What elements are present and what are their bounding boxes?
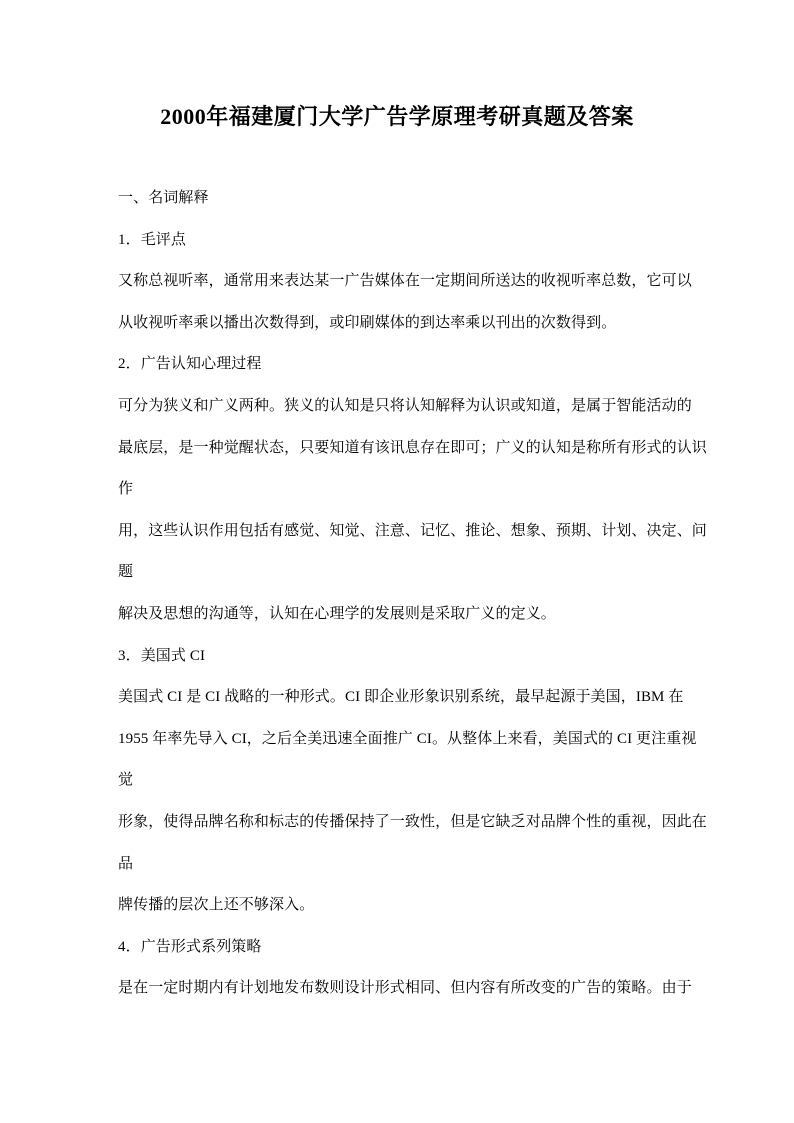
text-line: 品 bbox=[118, 855, 134, 872]
text-line: 2．广告认知心理过程 bbox=[118, 356, 262, 373]
text-line: 3．美国式 CI bbox=[118, 647, 206, 664]
text-line: 又称总视听率，通常用来表达某一广告媒体在一定期间所送达的收视听率总数，它可以 bbox=[118, 273, 692, 290]
text-line: 是在一定时期内有计划地发布数则设计形式相同、但内容有所改变的广告的策略。由于 bbox=[118, 980, 692, 997]
text-line: 从收视听率乘以播出次数得到，或印刷媒体的到达率乘以刊出的次数得到。 bbox=[118, 314, 617, 331]
text-line: 牌传播的层次上还不够深入。 bbox=[118, 897, 315, 914]
text-line: 形象，使得品牌名称和标志的传播保持了一致性，但是它缺乏对品牌个性的重视，因此在 bbox=[118, 813, 707, 830]
text-line: 作 bbox=[118, 481, 134, 498]
text-line: 觉 bbox=[118, 772, 134, 789]
text-line: 1．毛评点 bbox=[118, 231, 187, 248]
text-line: 最底层，是一种觉醒状态，只要知道有该讯息存在即可；广义的认知是称所有形式的认识 bbox=[118, 439, 707, 456]
text-line: 4．广告形式系列策略 bbox=[118, 938, 262, 955]
text-line: 美国式 CI 是 CI 战略的一种形式。CI 即企业形象识别系统，最早起源于美国，IBM 在 bbox=[118, 689, 684, 706]
document-body bbox=[118, 178, 707, 1010]
text-line: 解决及思想的沟通等，认知在心理学的发展则是采取广义的定义。 bbox=[118, 605, 556, 622]
document-title: 2000年福建厦门大学广告学原理考研真题及答案 bbox=[160, 104, 634, 129]
text-line: 题 bbox=[118, 564, 134, 581]
text-line: 用，这些认识作用包括有感觉、知觉、注意、记忆、推论、想象、预期、计划、决定、问 bbox=[118, 522, 707, 539]
text-line: 可分为狭义和广义两种。狭义的认知是只将认知解释为认识或知道，是属于智能活动的 bbox=[118, 397, 692, 414]
text-line: 1955 年率先导入 CI，之后全美迅速全面推广 CI。从整体上来看，美国式的 CI 更注重视 bbox=[118, 730, 697, 747]
text-line: 一、名词解释 bbox=[118, 190, 209, 206]
